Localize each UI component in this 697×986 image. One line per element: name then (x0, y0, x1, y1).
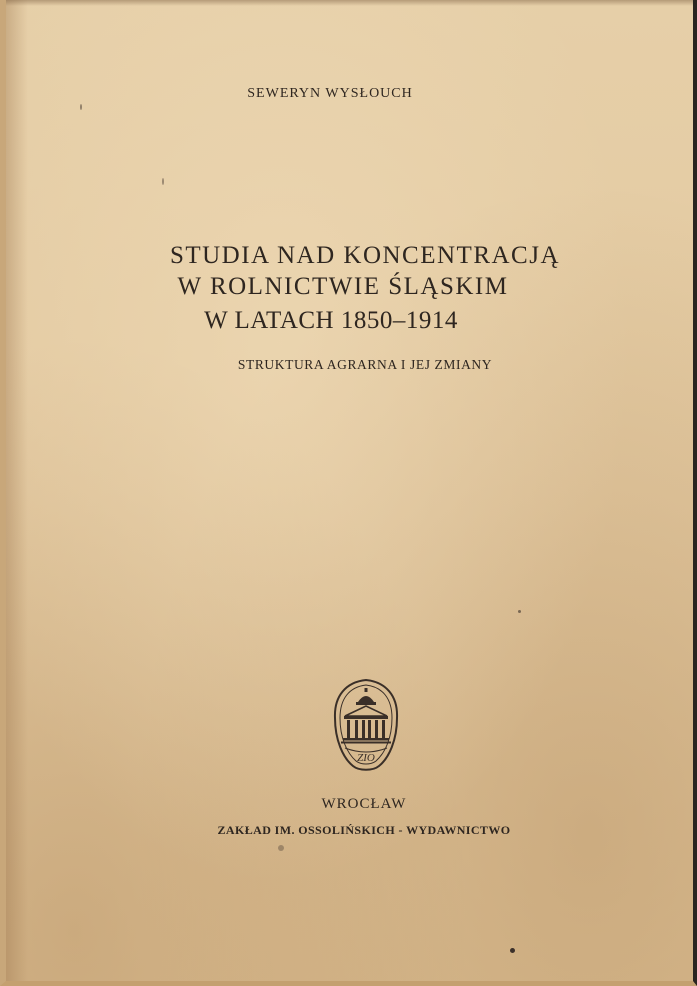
publisher-emblem-icon (331, 678, 401, 774)
ink-speck (162, 178, 164, 185)
title-line-3: W LATACH 1850–1914 (204, 307, 458, 334)
ink-speck (518, 610, 521, 613)
publisher-name: ZAKŁAD IM. OSSOLIŃSKICH - WYDAWNICTWO (217, 823, 511, 837)
ink-speck (278, 845, 284, 851)
emblem-monogram: ZIO (357, 752, 375, 764)
author-name: SEWERYN WYSŁOUCH (247, 86, 413, 101)
title-line-2: W ROLNICTWIE ŚLĄSKIM (177, 273, 509, 300)
ink-speck (80, 104, 82, 110)
title-line-1: STUDIA NAD KONCENTRACJĄ (169, 242, 561, 269)
publication-place: WROCŁAW (321, 796, 407, 812)
subtitle: STRUKTURA AGRARNA I JEJ ZMIANY (237, 357, 493, 372)
ink-speck (510, 948, 515, 953)
top-edge-shadow (6, 0, 693, 6)
